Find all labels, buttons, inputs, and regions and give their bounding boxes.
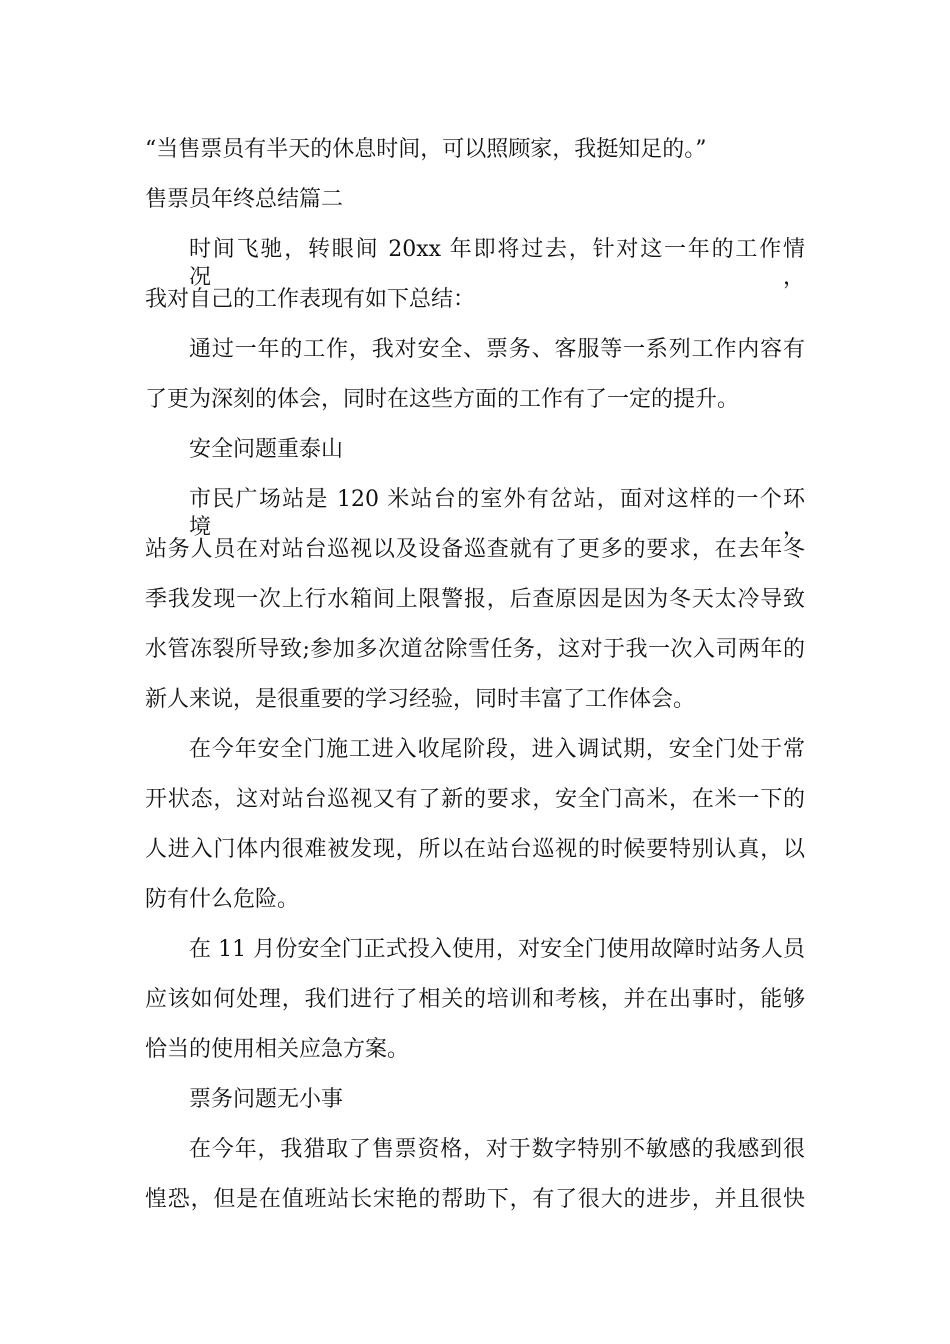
paragraph-line: 在 11 月份安全门正式投入使用，对安全门使用故障时站务人员 bbox=[189, 937, 805, 962]
paragraph-line: 我对自己的工作表现有如下总结： bbox=[145, 287, 476, 312]
paragraph-line: 惶恐，但是在值班站长宋艳的帮助下，有了很大的进步，并且很快 bbox=[145, 1187, 805, 1212]
paragraph-line: 应该如何处理，我们进行了相关的培训和考核，并在出事时，能够 bbox=[145, 987, 805, 1012]
paragraph-line: 在今年，我猎取了售票资格，对于数字特别不敏感的我感到很 bbox=[189, 1137, 805, 1162]
paragraph-line: 防有什么危险。 bbox=[145, 887, 300, 912]
subsection-heading: 票务问题无小事 bbox=[189, 1087, 344, 1112]
paragraph-line: 人进入门体内很难被发现，所以在站台巡视的时候要特别认真，以 bbox=[145, 837, 805, 862]
paragraph-line: 站务人员在对站台巡视以及设备巡查就有了更多的要求，在去年冬 bbox=[145, 537, 805, 562]
paragraph-line: 新人来说，是很重要的学习经验，同时丰富了工作体会。 bbox=[145, 687, 696, 712]
paragraph-line: 了更为深刻的体会，同时在这些方面的工作有了一定的提升。 bbox=[145, 387, 740, 412]
paragraph-line: 市民广场站是 120 米站台的室外有岔站，面对这样的一个环境， bbox=[189, 487, 805, 540]
subsection-heading: 安全问题重泰山 bbox=[189, 437, 344, 462]
paragraph-line: 通过一年的工作，我对安全、票务、客服等一系列工作内容有 bbox=[189, 337, 805, 362]
paragraph-line: 恰当的使用相关应急方案。 bbox=[145, 1037, 410, 1062]
paragraph-line: 季我发现一次上行水箱间上限警报，后查原因是因为冬天太冷导致 bbox=[145, 587, 805, 612]
section-title: 售票员年终总结篇二 bbox=[145, 187, 344, 212]
quote-line: “当售票员有半天的休息时间，可以照顾家，我挺知足的。” bbox=[145, 137, 707, 162]
paragraph-line: 水管冻裂所导致;参加多次道岔除雪任务，这对于我一次入司两年的 bbox=[145, 637, 805, 662]
paragraph-line: 开状态，这对站台巡视又有了新的要求，安全门高米，在米一下的 bbox=[145, 787, 805, 812]
paragraph-line: 在今年安全门施工进入收尾阶段，进入调试期，安全门处于常 bbox=[189, 737, 805, 762]
paragraph-line: 时间飞驰，转眼间 20xx 年即将过去，针对这一年的工作情况， bbox=[189, 237, 805, 290]
